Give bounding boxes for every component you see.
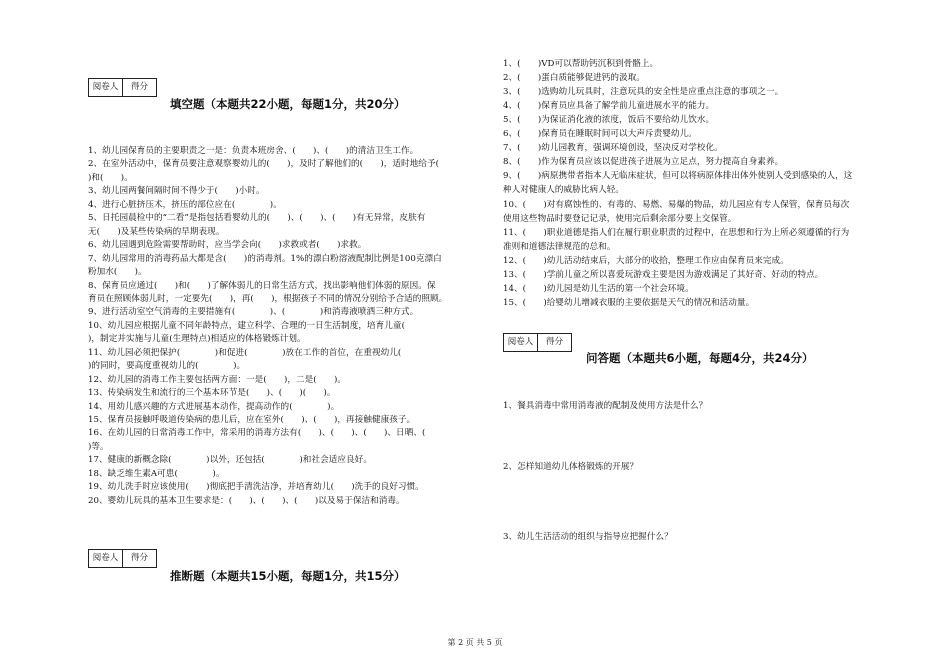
question-line: )等。: [88, 441, 109, 452]
question-line: 粉加水( )。: [88, 267, 147, 278]
score-label: 得分: [545, 337, 563, 347]
question-line: 3、( )选购幼儿玩具时，注意玩具的安全性是应重点注意的事项之一。: [503, 87, 784, 98]
score-label: 得分: [130, 82, 148, 92]
question-line: 14、( )幼儿园是幼儿生活的第一个社会环境。: [503, 283, 694, 294]
question-line: 5、( )为保证消化液的浓度，饭后不要给幼儿饮水。: [503, 115, 715, 126]
question-line: 18、缺乏维生素A可患( )。: [88, 468, 225, 479]
question-line: 12、幼儿园的消毒工作主要包括两方面：一是( )，二是( )。: [88, 374, 347, 385]
question-line: 8、( )作为保育员应该以促进孩子进展为立足点，努力提高自身素养。: [503, 157, 784, 168]
question-line: 11、幼儿园必须把保护( )和促进( )放在工作的首位，在重视幼儿(: [88, 347, 419, 358]
question-line: 准则和道德法律规范的总和。: [503, 241, 616, 252]
question-line: 3、幼儿园两餐间隔时间不得少于( )小时。: [88, 186, 265, 197]
qa-question-3: 3、幼儿生活活动的组织与指导应把握什么？: [503, 532, 673, 542]
question-line: 17、健康的新概念除( )以外，还包括( )和社会适应良好。: [88, 455, 372, 466]
score-label: 得分: [130, 553, 148, 563]
question-line: 1、幼儿园保育员的主要职责之一是：负责本班房舍、( )、( )的清洁卫生工作。: [88, 146, 419, 156]
question-line: )，制定并实施与儿童(生理特点)相适应的体格锻炼计划。: [88, 334, 306, 345]
question-line: )和( )。: [88, 172, 133, 183]
question-line: 6、( )保育员在睡眠时间可以大声斥责婴幼儿。: [503, 129, 697, 140]
question-line: 12、( )幼儿活动结束后，大部分的收拾，整理工作应由保育员来完成。: [503, 255, 789, 266]
score-box-fill: [88, 78, 157, 97]
qa-question-2: 2、怎样知道幼儿体格锻炼的开展？: [503, 462, 639, 472]
question-line: 16、在幼儿园的日常消毒工作中，常采用的消毒方法有( )、( )、( )、日晒、(: [88, 428, 443, 439]
page-footer: 第 2 页 共 5 页: [447, 638, 503, 647]
question-line: 14、用幼儿感兴趣的方式进展基本动作，提高动作的( )。: [88, 401, 340, 412]
score-box-qa: [503, 333, 572, 352]
question-line: 11、( )职业道德是指人们在履行职业职责的过程中，在思想和行为上所必须遵循的行为: [503, 227, 850, 238]
question-line: 10、幼儿园应根据儿童不同年龄特点，建立科学、合理的一日生活制度，培育儿童(: [88, 320, 423, 331]
question-line: 2、在室外活动中，保育员要注意观察婴幼儿的( )，及时了解他们的( )，适时地给予(: [88, 159, 439, 170]
qa-question-1: 1、餐具消毒中常用消毒液的配制及使用方法是什么？: [503, 401, 708, 411]
question-line: 8、保育员应通过( )和( )了解体弱儿的日常生活方式，找出影响他们体弱的原因。保: [88, 280, 436, 291]
reviewer-label: 阅卷人: [504, 334, 538, 351]
question-line: 20、婴幼儿玩具的基本卫生要求是：( )、( )、( )以及易于保洁和消毒。: [88, 495, 405, 506]
question-line: 7、幼儿园常用的消毒药品大都是含( )的消毒剂。1%的漂白粉溶液配制比例是100克漂白: [88, 253, 442, 264]
question-line: 4、进行心脏挤压术，挤压的部位应在( )。: [88, 199, 282, 210]
fill-section-title: 填空题（本题共22小题，每题1分，共20分）: [170, 97, 406, 111]
question-line: )的同时，要高度重视幼儿的( )。: [88, 361, 246, 372]
question-line: 4、( )保育员应具备了解学前儿童进展水平的能力。: [503, 101, 715, 112]
question-line: 种人对健康人的威胁比病人轻。: [503, 185, 625, 196]
question-line: 1、( )VD可以帮助钙沉积到骨骼上。: [503, 59, 659, 69]
score-box-judge: [88, 549, 157, 568]
question-line: 7、( )幼儿园教育，强调环境创设，坚决反对学校化。: [503, 143, 723, 154]
qa-section-title: 问答题（本题共6小题，每题4分，共24分）: [586, 351, 814, 365]
question-line: 5、日托园晨检中的“二看”是指包括看婴幼儿的( )、( )、( )有无异常，皮肤有: [88, 213, 426, 224]
question-line: 9、进行活动室空气消毒的主要措施有( )、( )和消毒液喷洒三种方式。: [88, 307, 419, 318]
reviewer-label: 阅卷人: [89, 550, 123, 567]
question-line: 13、传染病发生和流行的三个基本环节是( )、( )( )。: [88, 388, 336, 399]
question-line: 2、( )蛋白质能够促进钙的汲取。: [503, 73, 645, 84]
question-line: 使用这些物品时要登记记录，使用完后剩余部分要上交保管。: [503, 213, 737, 224]
question-line: 13、( )学前儿童之所以喜爱玩游戏主要是因为游戏满足了其好奇、好动的特点。: [503, 269, 824, 280]
reviewer-label: 阅卷人: [89, 79, 123, 96]
question-line: 育员在照顾体弱儿时，一定要先( )，再( )，根据孩子不同的情况分别给予合适的照顾。: [88, 293, 448, 304]
question-line: 无( )及某些传染病的早期表现。: [88, 226, 225, 237]
question-line: 19、幼儿洗手时应该使用( )彻底把手清洗洁净，并培育幼儿( )洗手的良好习惯。: [88, 482, 424, 493]
judge-section-title: 推断题（本题共15小题，每题1分，共15分）: [170, 569, 406, 583]
question-line: 15、( )给婴幼儿增减衣服的主要依据是天气的情况和活动量。: [503, 297, 755, 308]
question-line: 9、( )病原携带者指本人无临床症状，但可以将病原体排出体外使别人受到感染的人，这: [503, 171, 853, 182]
question-line: 6、幼儿园遇到危险需要帮助时，应当学会向( )求救或者( )求救。: [88, 240, 367, 251]
question-line: 15、保育员接触呼吸道传染病的患儿后，应在室外( )、( )，再接触健康孩子。: [88, 415, 416, 425]
question-line: 10、( )对有腐蚀性的、有毒的、易燃、易爆的物品，幼儿园应有专人保管，保育员每次: [503, 199, 850, 210]
